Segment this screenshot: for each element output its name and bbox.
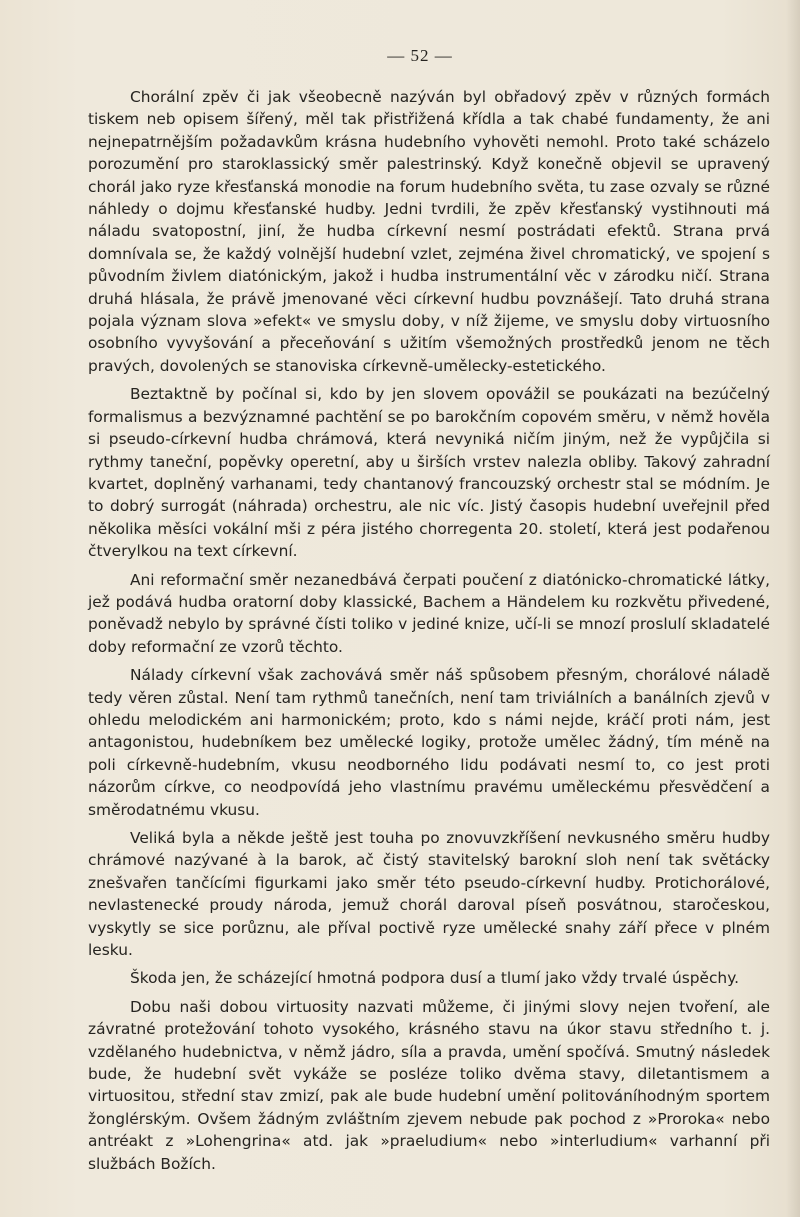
paragraph: Dobu naši dobou virtuosity nazvati můžeme, či jinými slovy nejen tvoření, ale závratné protežování tohoto vysokého, krásného stavu na úkor stavu středního t. j. vzdělaného hudebnictva, v němž jádro, síla a pravda, umění spočívá. Smutný následek bude, že hudební svět vykáže se posléze toliko dvěma stavy, diletantismem a virtuositou, střední stav zmizí, pak ale bude hudební umění politováníhodným sportem žonglérským. Ovšem žádným zvláštním zjevem nebude pak pochod z »Proroka« nebo antréakt z »Lohengrina« atd. jak »praeludium« nebo »interludium« varhanní při službách Božích.: [88, 997, 770, 1173]
paragraph: Beztaktně by počínal si, kdo by jen slovem opovážil se poukázati na bezúčelný formalismus a bezvýznamné pachtění se po barokčním copovém směru, v němž hověla si pseudo-církevní hudba chrámová, která nevyniká ničím jiným, než že vypůjčila si rythmy taneční, popěvky operetní, aby u širších vrstev nalezla obliby. Takový zahradní kvartet, doplněný varhanami, tedy chantanový francouzský orchestr stal se módním. Je to dobrý surrogát (náhrada) orchestru, ale nic víc. Jistý časopis hudební uveřejnil před několika měsíci vokální mši z péra jistého chorregenta 20. století, která jest podařenou čtverylkou na text církevní.: [88, 385, 770, 561]
paragraph: Ani reformační směr nezanedbává čerpati poučení z diatónicko-chromatické látky, jež podává hudba oratorní doby klassické, Bachem a Händelem ku rozkvětu přivedené, poněvadž nebylo by správné čísti toliko v jediné knize, učí-li se mnozí proslulí skladatelé doby reformační ze vzorů těchto.: [88, 570, 770, 656]
body-text: [88, 86, 770, 1181]
paragraph: Škoda jen, že scházející hmotná podpora dusí a tlumí jako vždy trvalé úspěchy.: [130, 969, 739, 988]
page-edge-shadow: [786, 0, 800, 1217]
paragraph: Nálady církevní však zachovává směr náš spůsobem přesným, chorálové náladě tedy věren zůstal. Není tam rythmů tanečních, není tam triviálních a banálních zjevů v ohledu melodickém ani harmonickém; proto, kdo s námi nejde, kráčí proti nám, jest antagonistou, hudebníkem bez umělecké logiky, protože umělec žádný, tím méně na poli církevně-hudebním, vkusu neodborného lidu podávati nesmí to, co jest proti názorům církve, co neodpovídá jeho vlastnímu pravému uměleckému přesvědčení a směrodatnému vkusu.: [88, 666, 770, 819]
paragraph: Veliká byla a někde ještě jest touha po znovuvzkříšení nevkusného směru hudby chrámové nazývané à la barok, ač čistý stavitelský barokní sloh není tak světácky znešvařen tančícími figurkami jako směr této pseudo-církevní hudby. Protichorálové, nevlastenecké proudy národa, jemuž chorál daroval píseň posvátnou, staročeskou, vyskytly se sice porůznu, ale příval poctivě ryze umělecké snahy září přece v plném lesku.: [88, 829, 770, 960]
page-number: — 52 —: [387, 46, 453, 65]
paragraph: Chorální zpěv či jak všeobecně nazýván byl obřadový zpěv v různých formách tiskem neb opisem šířený, měl tak přistřižená křídla a tak chabé fundamenty, že ani nejnepatrnějším požadavkům krásna hudebního vyhověti nemohl. Proto také scházelo porozumění pro staroklassický směr palestrinský. Když konečně objevil se upravený chorál jako ryze křesťanská monodie na forum hudebního světa, tu zase ozvaly se různé náhledy o dojmu křesťanské hudby. Jedni tvrdili, že zpěv křesťanský vystihnouti má náladu svatopostní, jiní, že hudba církevní nesmí postrádati efektů. Strana prvá domnívala se, že každý volnější hudební vzlet, zejména živel chromatický, ve spojení s původním živlem diatónickým, jakož i hudba instrumentální věc v zárodku ničí. Strana druhá hlásala, že právě jmenované věci církevní hudbu povznášejí. Tato druhá strana pojala význam slova »efekt« ve smyslu doby, v níž žijeme, ve smyslu doby virtuosního osobního vyvyšování a přeceňování s užitím všemožných prostředků jenom ne těch pravých, dovolených se stanoviska církevně-umělecky-estetického.: [88, 88, 770, 375]
